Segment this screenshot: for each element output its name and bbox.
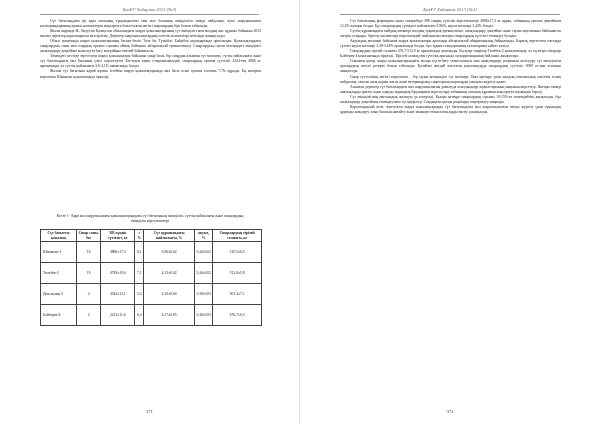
table-cell: Шымкент-1 xyxy=(41,242,77,263)
paragraph: Сонымен қатар, шаруа қожалықтарындағы малды күтіп-бағу технологиясы мен азықтандыру рационын жетілдіру сүт өнімділігін арттырудың негізгі резерві болып табылады. Қолайлы жағдай жасалған қожалықтарда сиырлардың сүттілігі 5000 кг-нан асатыны анықталды. xyxy=(340,59,561,74)
body-text xyxy=(340,19,561,390)
paragraph: Сиырлардың тірілей салмағы 476,7-512,0 кг аралығында ауытқыды. Ең ауыр сиырлар Төлебек-2 қожалығында, ал ең жеңіл сиырлар Бәйтерек-4 қожалығында тіркелді. Тірілей салмақ пен сүттілік арасында оң корреляциялық байланыс анықталды. xyxy=(340,49,561,59)
table-cell: 6,4 xyxy=(135,305,144,326)
table-cell: 2412±11,6 xyxy=(101,305,135,326)
table-row xyxy=(41,305,262,326)
table-cell: 3,42±0,02 xyxy=(194,242,212,263)
table-header: Сиырлардың тірілей салмағы, кг xyxy=(213,230,262,242)
table-cell: 4,17±0,05 xyxy=(144,305,194,326)
page-number: 372 xyxy=(446,409,454,414)
table-header: Сүт бағытты қожалық xyxy=(41,230,77,242)
paragraph: Жалпы сүт бағытына қарай жұмыс істейтін шаруа қожалықтарында мал басы өсімі орташа есеппен 7,7% құрады. Ең жоғарғы көрсеткіш Шымкент қожалығында тіркелді. xyxy=(40,69,261,79)
table-row xyxy=(41,263,262,284)
table-cell: 4,13±0,02 xyxy=(144,263,194,284)
table-header-row xyxy=(41,230,262,242)
paragraph: Сүт бағытындағы ірі қара малының тұқымдылығы мен мал басының өнімділігін тиімді пайдалану, ауыл шаруашылығы кәсіпорындарының жұмыс нәтижелерін жақсартуға бағытталған негізгі шаралардың бірі болып табылады. xyxy=(40,19,261,29)
paragraph: Сүт өнімділігінің маусымдық ауытқуы да ескерілді. Қысқы кезеңде сиырлардың сауымы 10-15%-ға төмендейтіні анықталды, бұл азықтандыру деңгейінің төмендеуімен түсіндіріледі. Сондықтан қысқы рационды теңгерімдеу маңызды. xyxy=(340,94,561,104)
paragraph: Ақуыздың мөлшері бойынша шаруа қожалықтары арасында айтарлықтай айырмашылық байқалмады. Барлық зерттелген топтарда сүттегі ақуыз мөлшері 3,38-3,44% аралығында болды, бұл тұқым стандартының талаптарына сәйкес келеді. xyxy=(340,39,561,49)
table-cell: Бәйтерек-4 xyxy=(41,305,77,326)
table-cell: 8,1 xyxy=(135,242,144,263)
table-cell: 7,1 xyxy=(135,263,144,284)
table-cell: 4749±19,6 xyxy=(101,263,135,284)
table-row xyxy=(41,242,262,263)
paragraph: Сүттің құрамындағы майдың мөлшері малдың тұқымдық ерекшелігіне, азықтандыру деңгейіне және сауын маусымына байланысты өзгеріп отырады. Зерттеу нәтижелері көрсеткендей, майлылығы жоғары сиырлардың сүттілігі төмендеу болады. xyxy=(340,29,561,39)
paragraph: Қорытындылай келе, зерттелген шаруа қожалықтарында сүт бағытындағы мал шаруашылығын тиімді жүргізу үшін тұқымдық құрамды жақсарту, азық базасын нығайту және заманауи технологияларды енгізу ұсынылады. xyxy=(340,104,561,114)
table-cell: 512,0±5,8 xyxy=(213,263,262,284)
paragraph: Сиыр сүттілігінің негізгі көрсеткіші – бір сауын кезеңіндегі сүт мөлшері. Оны арттыру үшін малдың генетикалық әлеуетін толық пайдалану, сапалы азық қорын жасау және ветеринарлық-санитарлық шараларды уақтылы жүргізу қажет. xyxy=(340,74,561,84)
table-cell: 18 xyxy=(77,242,101,263)
table-cell: 5,4 xyxy=(135,284,144,305)
data-table xyxy=(40,229,262,326)
table-header: ± % xyxy=(135,230,144,242)
body-text xyxy=(40,19,261,213)
table-header: Сиыр саны, бас xyxy=(77,230,101,242)
table-cell: 3,38±0,03 xyxy=(194,284,212,305)
running-header: ҚазҰУ Хабаршы 2013 (№3) xyxy=(340,7,560,15)
table-header: Сүт құрамындағы майлылығы, % xyxy=(144,230,194,242)
paragraph: Облыс аумағында шаруа қожалықтарының басым бөлігі Төле би, Түлкібас, Бәйдібек аудандарында орналасқан. Қожалықтардағы сиырлардың саны мен олардың орташа сауымы аймақ бойынша айтарлықтай ерекшеленеді. Сиырлардың сауын кезеңіндегі өнімділігі азықтандыру деңгейіне және күтіп-бағу жағдайына тікелей байланысты. xyxy=(40,39,261,54)
table-cell: 510,5±6,5 xyxy=(213,242,262,263)
right-page xyxy=(300,0,600,424)
table-cell: 4886±17,3 xyxy=(101,242,135,263)
table-cell: Денсаулық-3 xyxy=(41,284,77,305)
table-row xyxy=(41,284,262,305)
paragraph: Төмендегі кестеде зерттелген шаруа қожалықтары бойынша сиыр басы, бір сиырдан алынған сүт мөлшері, сүттің майлылығы және сүт бағытындағы мал басының үлесі көрсетілген. Кестеден көріп отырғанымыздай, сиырлардың орташа сүттілігі 4324-тен 4886 кг аралығында, ал сүттің майлылығы 3,6-4,1% шамасында болды. xyxy=(40,54,261,69)
table-cell: 3,44±0,02 xyxy=(194,263,212,284)
paragraph: Жылы өңірінде Ж. Оңтүстік Қазақстан облысындағы шаруа қожалықтарының сүт өнімділігі мен малдың жас құрамы бойынша 2013 жылғы деректер қорытындысы келтірілген. Деректер шаруашылықтардың есептік мәліметтері негізінде жинақталды. xyxy=(40,29,261,39)
page-number: 371 xyxy=(146,409,153,414)
table-cell: 4,10±0,04 xyxy=(144,284,194,305)
table-cell: Төлебек-2 xyxy=(41,263,77,284)
table-cell: 4324±12,1 xyxy=(101,284,135,305)
table-header: 305 күндік сүттілігі, кг xyxy=(101,230,135,242)
table-cell: 476,7±6,5 xyxy=(213,305,262,326)
paragraph: Алынған деректер сүт бағытындағы мал шаруашылығын дамытуда асылдандыру жұмыстарының маңызын көрсетеді. Жоғары өнімді аналықтарды іріктеу және оларды тұқымдық бұқалармен жұптастыру табынның сапалық құрамын жақсартуға мүмкіндік береді. xyxy=(340,84,561,94)
table-cell: 501,3±7,1 xyxy=(213,284,262,305)
running-header: ҚазҰУ Хабаршы 2013 (№3) xyxy=(40,7,259,15)
table-caption: Кесте 1 - Қара мал шаруашылығы қожалықтарындағы сүт бағытының өнімділігі, сүттің майлылығы және сиырлардың өнімділік көрсеткіштері xyxy=(56,214,244,223)
table-cell: 2 xyxy=(77,305,101,326)
table-cell: 3,96±0,02 xyxy=(144,242,194,263)
paragraph: Сүт бағытының фермадағы малы тәжірибеде 398 сиыры сүттілік көрсеткіштері 4886±17,3 кг құрап, табынның орташа деңгейінен 12,4% жоғары болды. Бұл сиырлардың сүтіндегі майлылығы 3,96%, ақуыз мөлшері 3,42% болды. xyxy=(340,19,561,29)
table-cell: 3,40±0,03 xyxy=(194,305,212,326)
table-cell: 18 xyxy=(77,263,101,284)
table-cell: 4 xyxy=(77,284,101,305)
table-header: ақуыз, % xyxy=(194,230,212,242)
